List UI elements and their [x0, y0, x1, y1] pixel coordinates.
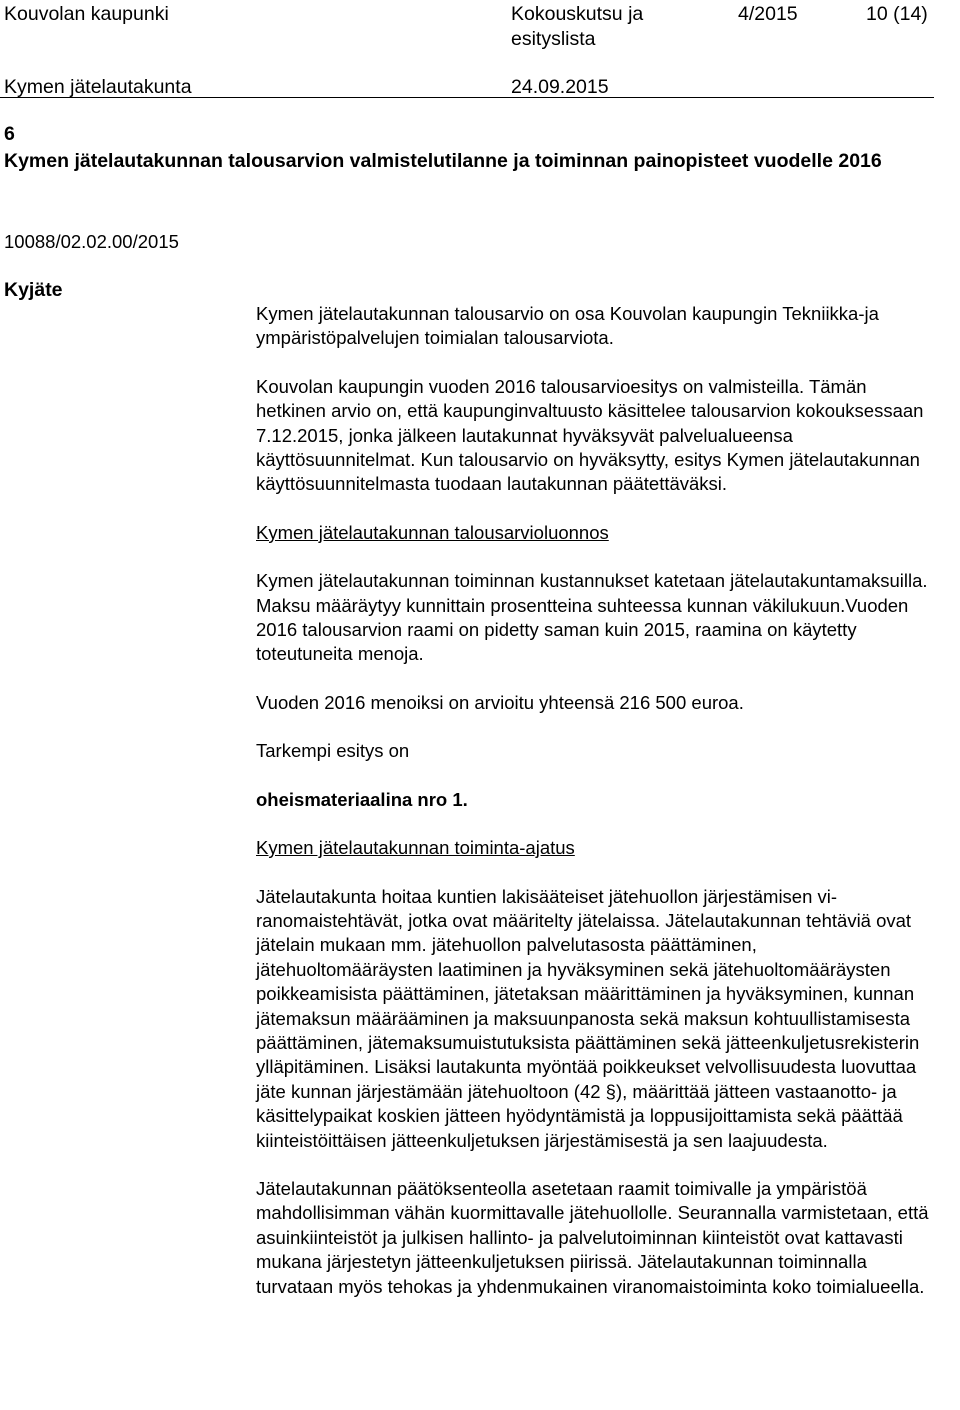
item-title: Kymen jätelautakunnan talousarvion valmistelutilanne ja toiminnan painopisteet vuodelle 2016 [4, 150, 882, 172]
section-label: Kyjäte [4, 279, 63, 301]
paragraph-budget-part: Kymen jätelautakunnan talousarvio on osa Kouvolan kaupungin Tekniikka-ja ympäristöpalvelujen toimialan talousarviota. [256, 303, 879, 349]
heading-budget-draft: Kymen jätelautakunnan talousarvioluonnos [256, 521, 609, 543]
header-doc-type-cont: esityslista [511, 28, 596, 50]
heading-mission: Kymen jätelautakunnan toiminta-ajatus [256, 837, 575, 859]
paragraph-costs: Kymen jätelautakunnan toiminnan kustannukset katetaan jätelautakuntamaksuilla. Maksu määräytyy kunnittain prosentteina suhteessa kunnan väkilukuun.Vuoden 2016 talousarvion raami on pidetty saman kuin 2015, raamina on käytetty toteutuneita menoja. [256, 570, 928, 665]
paragraph-framework: Jätelautakunnan päätöksenteolla asetetaan raamit toimivalle ja ympäristöä mahdollisimman vähän kuormittavalle jätehuollolle. Seurannalla varmistetaan, että asuinkiinteistöt ja julkisen hallinto- ja palvelutoiminnan kiinteistöt ovat kattavasti mukana järjestetyn jätteenkuljetuksen piirissä. Jätelautakunnan toiminnalla turvataan myös tehokas ja yhdenmukainen viranomaistoiminta koko toimialueella. [256, 1177, 929, 1297]
header-page-number: 10 (14) [866, 3, 928, 25]
header-doc-type: Kokouskutsu ja [511, 3, 644, 25]
header-meeting-number: 4/2015 [738, 3, 798, 25]
header-divider [0, 97, 934, 98]
item-body [256, 302, 934, 1299]
paragraph-total: Vuoden 2016 menoiksi on arvioitu yhteensä 216 500 euroa. [256, 691, 744, 713]
header-city: Kouvolan kaupunki [4, 3, 169, 25]
paragraph-budget-status: Kouvolan kaupungin vuoden 2016 talousarvioesitys on valmisteilla. Tämän hetkinen arvio on, että kaupunginvaltuusto käsittelee talousarvion kokouksessaan 7.12.2015, jonka jälkeen lautakunnat hyväksyvät palvelualueensa käyttösuunnitelmat. Kun talousarvio on hyväksytty, esitys Kymen jätelautakunnan käyttösuunnitelmasta tuodaan lautakunnan päätettäväksi. [256, 375, 924, 495]
diary-number: 10088/02.02.00/2015 [4, 231, 179, 252]
paragraph-duties: Jätelautakunta hoitaa kuntien lakisääteiset jätehuollon järjestämisen viranomaistehtävät, jotka ovat määritelty jätelaissa. Jätelautakunnan tehtäviä ovat jätelain mukaan mm. jätehuollon palvelutasosta päättäminen, jätehuoltomääräysten laatiminen ja hyväksyminen sekä jätehuoltomääräysten poikkeamisista päättäminen, jätetaksan määrittäminen ja hyväksyminen, kunnan jätemaksun määrääminen ja maksuunpanosta sekä maksun kohtuullistamisesta päättäminen, jätemaksumuistutuksista päättäminen sekä jätteenkuljetusrekisterin ylläpitäminen. Lisäksi lautakunta myöntää poikkeukset velvollisuudesta luovuttaa jäte kunnan järjestämään jätehuoltoon (42 §), määrittää jätteen vastaanotto- ja käsittelypaikat koskien jätteen hyödyntämistä ja loppusijoittamista sekä päättää kiinteistöittäisen jätteenkuljetuksen järjestämisestä ja sen laajuudesta. [256, 885, 920, 1151]
paragraph-details: Tarkempi esitys on [256, 740, 410, 762]
attachment-reference: oheismateriaalina nro 1. [256, 788, 468, 810]
item-number: 6 [4, 123, 15, 145]
header-date: 24.09.2015 [511, 76, 609, 98]
header-board: Kymen jätelautakunta [4, 76, 192, 98]
